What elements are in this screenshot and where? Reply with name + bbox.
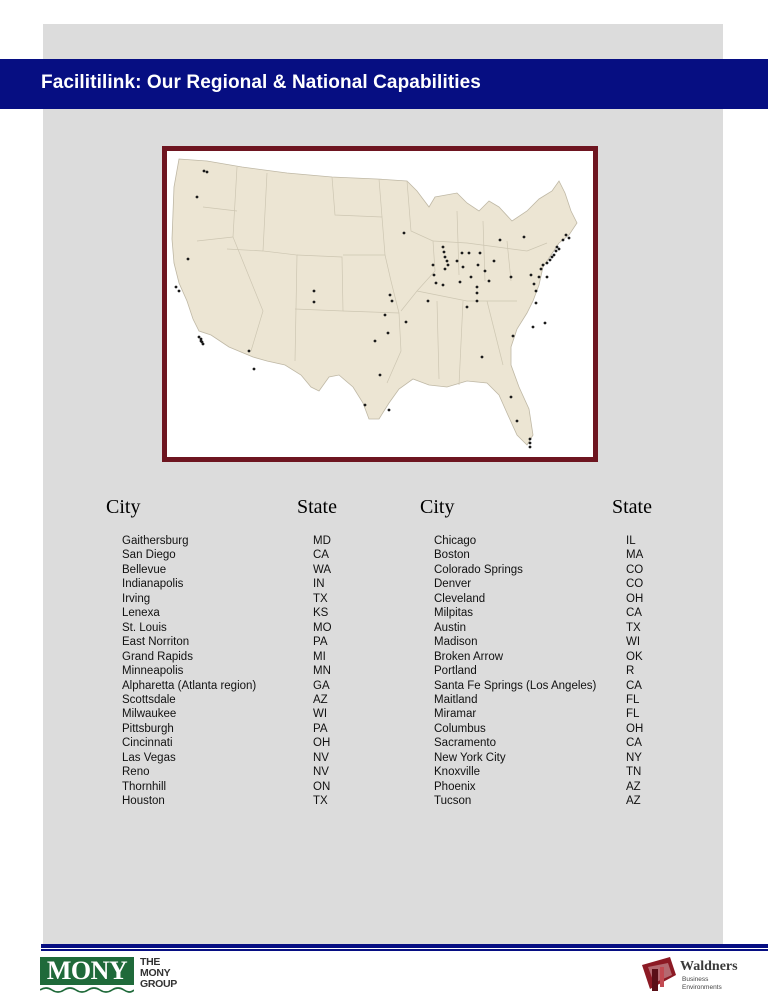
left-state-cell: ON (313, 780, 331, 793)
footer-rule-bottom (41, 949, 768, 951)
waldners-tagline-line-1: Business (682, 976, 709, 983)
left-city-cell: Cincinnati (122, 737, 173, 750)
left-city-cell: Indianapolis (122, 578, 184, 591)
left-city-cell: Milwaukee (122, 708, 177, 721)
left-city-cell: Houston (122, 795, 165, 808)
right-state-cell: CA (626, 679, 642, 692)
footer-rule-top (41, 944, 768, 948)
right-state-cell: WI (626, 636, 641, 649)
right-city-cell: Cleveland (434, 592, 486, 605)
left-city-cell: Scottsdale (122, 693, 176, 706)
us-map-graphic (167, 151, 593, 457)
right-city-cell: Columbus (434, 722, 486, 735)
left-city-cell: Bellevue (122, 563, 167, 576)
left-state-cell: MO (313, 621, 332, 634)
right-state-cell: TN (626, 766, 642, 779)
right-state-cell: TX (626, 621, 641, 634)
left-state-cell: GA (313, 679, 330, 692)
waldners-tagline (682, 976, 722, 991)
left-city-cell: Minneapolis (122, 665, 184, 678)
right-state-cell: OK (626, 650, 643, 663)
left-city-cell: Thornhill (122, 780, 167, 793)
right-state-cell: OH (626, 722, 644, 735)
title-bar (0, 59, 768, 109)
mony-group-line-2: MONY (140, 967, 171, 979)
left-city-cell: Las Vegas (122, 751, 176, 764)
mony-ornament-icon (40, 986, 134, 995)
left-city-cell: St. Louis (122, 621, 167, 634)
right-state-cell: AZ (626, 795, 641, 808)
waldners-emblem-icon (640, 955, 678, 995)
right-city-cell: New York City (434, 751, 506, 764)
right-city-cell: Knoxville (434, 766, 481, 779)
header-state-left: State (297, 496, 337, 518)
right-city-cell: Colorado Springs (434, 563, 523, 576)
waldners-logo (640, 955, 760, 997)
right-city-cell: Maitland (434, 693, 478, 706)
waldners-tagline-line-2: Environments (682, 983, 722, 991)
us-land (172, 159, 577, 445)
right-state-cell: FL (626, 693, 640, 706)
right-state-cell: R (626, 665, 635, 678)
left-city-cell: Lenexa (122, 607, 160, 620)
left-city-cell: San Diego (122, 549, 176, 562)
left-state-cell: MI (313, 650, 326, 663)
left-state-cell: WI (313, 708, 328, 721)
header-state-right: State (612, 496, 652, 518)
right-city-cell: Sacramento (434, 737, 497, 750)
mony-wordmark: MONY (40, 957, 134, 985)
mony-group-line-1: THE (140, 956, 161, 968)
left-state-cell: PA (313, 636, 328, 649)
right-state-cell: CO (626, 563, 644, 576)
right-state-cell: AZ (626, 780, 641, 793)
right-city-cell: Chicago (434, 535, 477, 547)
right-state-cell: NY (626, 751, 642, 764)
mony-group-text (140, 957, 177, 990)
left-state-cell: IN (313, 578, 325, 591)
left-city-cell: Grand Rapids (122, 650, 193, 663)
header-city-left: City (106, 496, 141, 518)
right-state-cell: IL (626, 535, 636, 547)
right-state-cell: CA (626, 607, 642, 620)
left-state-cell: TX (313, 795, 328, 808)
right-state-cell: CA (626, 737, 642, 750)
left-state-cell: NV (313, 751, 329, 764)
right-state-cell: CO (626, 578, 644, 591)
left-city-cell: Gaithersburg (122, 535, 189, 547)
left-state-cell: NV (313, 766, 329, 779)
left-city-cell: Alpharetta (Atlanta region) (122, 679, 257, 692)
left-state-cell: WA (313, 563, 332, 576)
left-state-cell: MN (313, 665, 331, 678)
mony-group-logo (40, 957, 180, 997)
right-city-cell: Miramar (434, 708, 477, 721)
right-state-cell: MA (626, 549, 644, 562)
header-city-right: City (420, 496, 455, 518)
right-city-cell: Milpitas (434, 607, 473, 620)
left-city-cell: Reno (122, 766, 150, 779)
us-map (162, 146, 598, 462)
left-state-cell: TX (313, 592, 328, 605)
left-city-cell: Irving (122, 592, 151, 605)
left-state-cell: PA (313, 722, 328, 735)
right-city-cell: Madison (434, 636, 478, 649)
right-city-cell: Boston (434, 549, 470, 562)
right-city-cell: Portland (434, 665, 477, 678)
page-title: Facilitilink: Our Regional & National Capabilities (41, 72, 481, 93)
right-city-cell: Tucson (434, 795, 472, 808)
right-state-cell: FL (626, 708, 640, 721)
right-city-cell: Phoenix (434, 780, 476, 793)
right-city-cell: Broken Arrow (434, 650, 504, 663)
mony-group-line-3: GROUP (140, 978, 178, 990)
left-state-cell: AZ (313, 693, 328, 706)
left-state-cell: MD (313, 535, 331, 547)
left-state-cell: OH (313, 737, 331, 750)
left-state-cell: KS (313, 607, 329, 620)
left-city-cell: Pittsburgh (122, 722, 174, 735)
right-city-cell: Austin (434, 621, 466, 634)
right-city-cell: Santa Fe Springs (Los Angeles) (434, 679, 597, 692)
left-city-cell: East Norriton (122, 636, 190, 649)
right-state-cell: OH (626, 592, 644, 605)
left-state-cell: CA (313, 549, 329, 562)
right-city-cell: Denver (434, 578, 472, 591)
waldners-name: Waldners (680, 959, 738, 974)
